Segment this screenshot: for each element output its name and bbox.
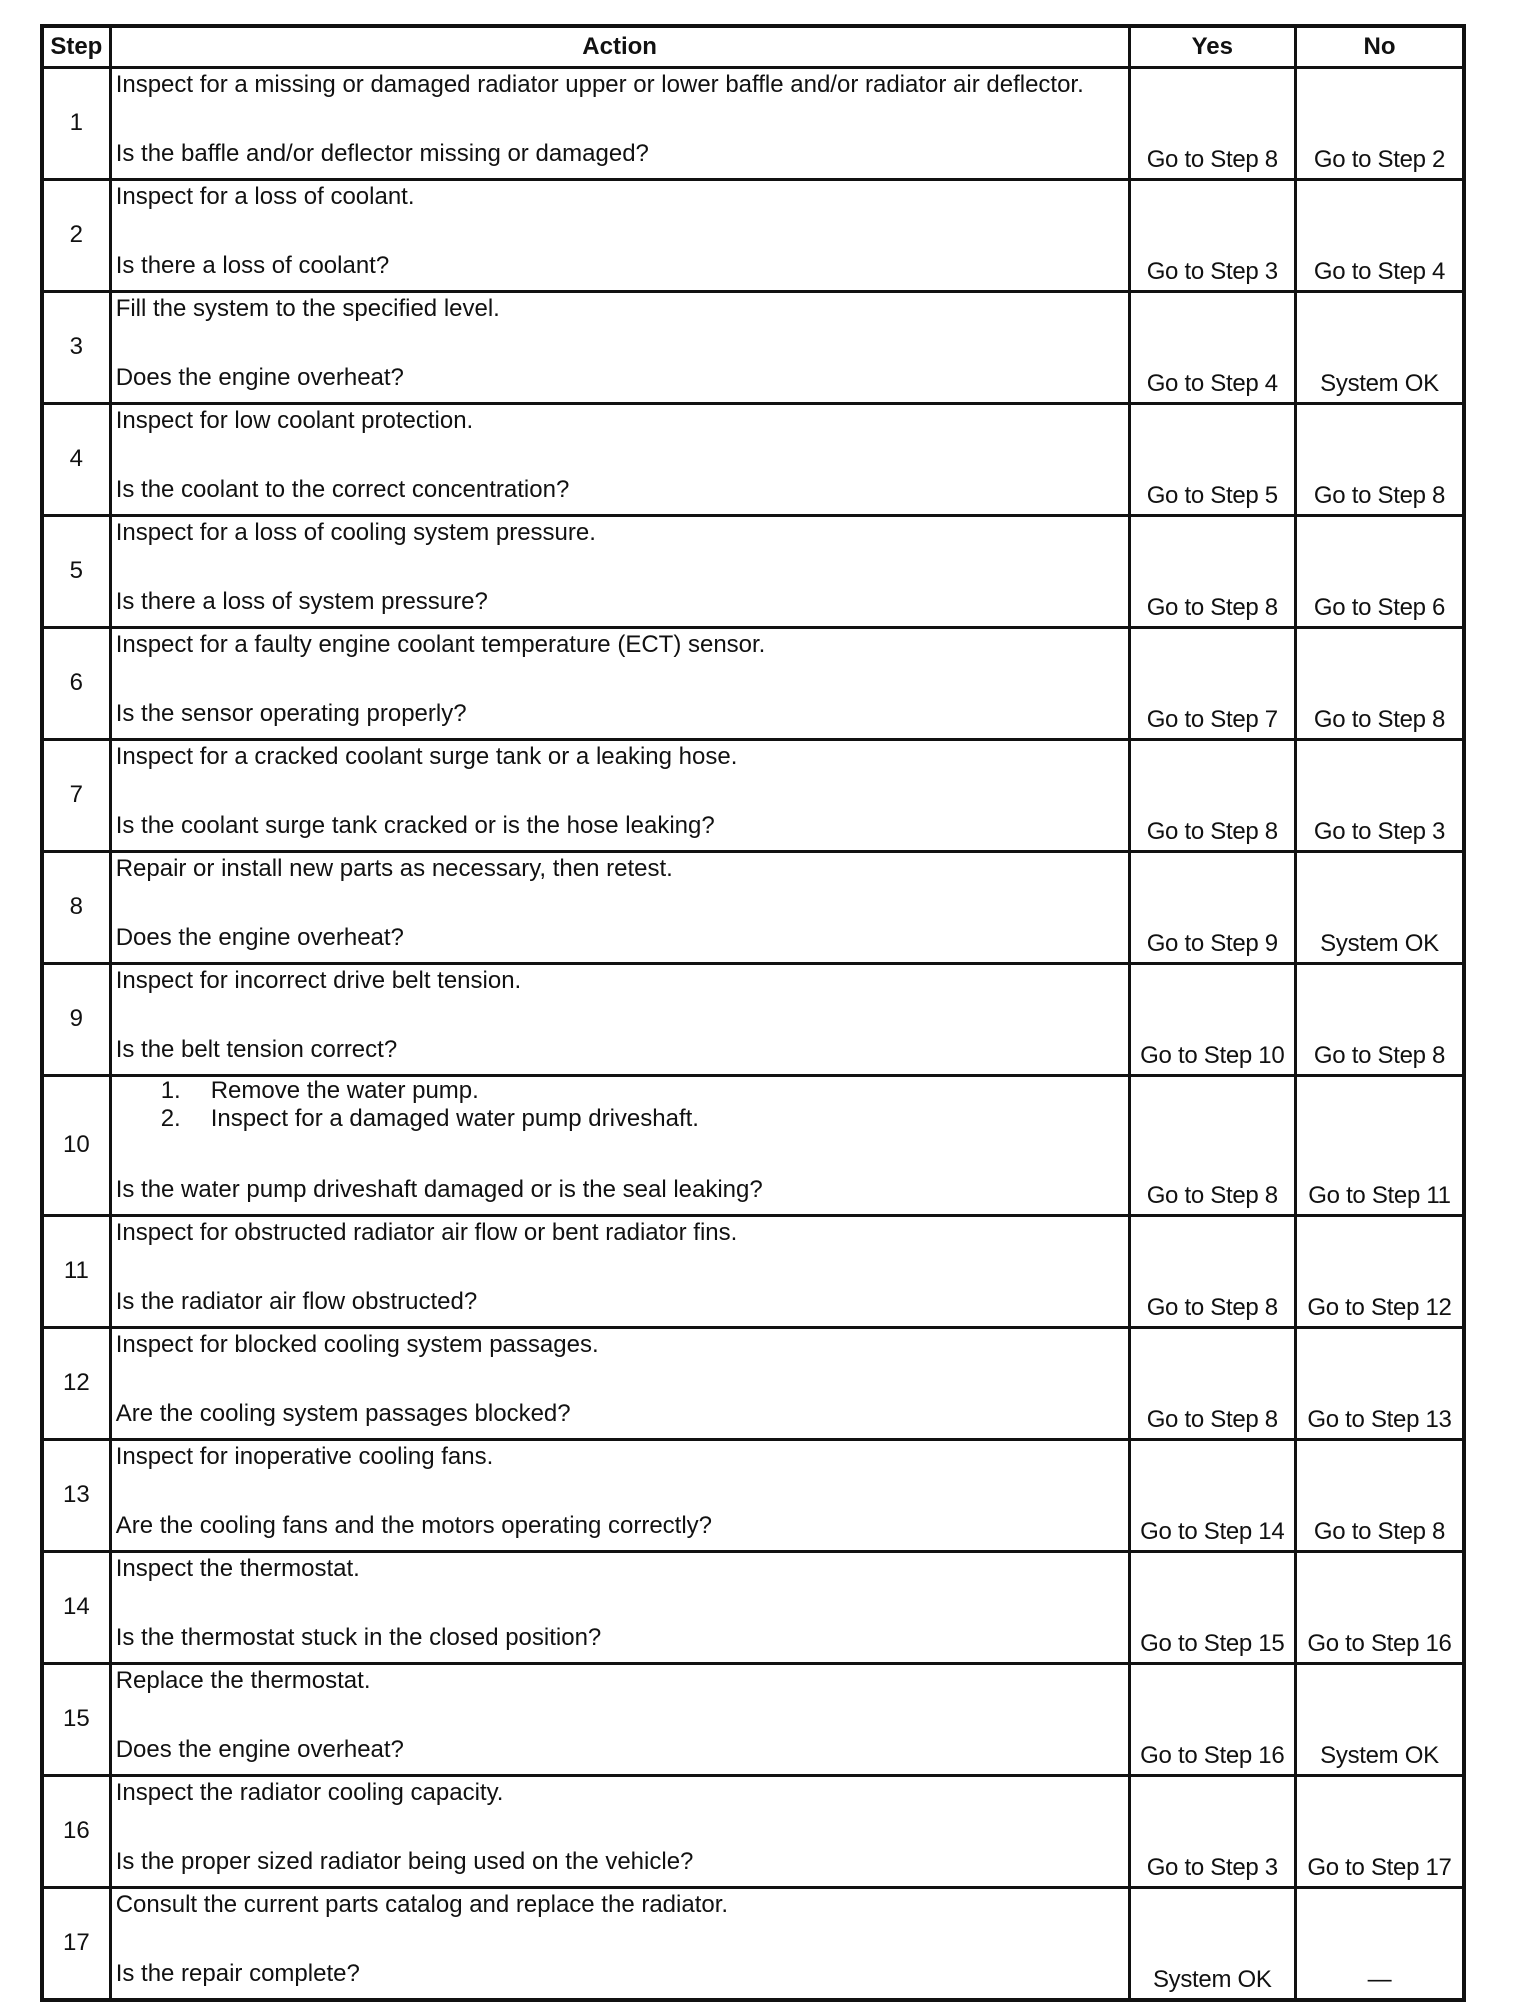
action-instruction: Inspect for blocked cooling system passages. <box>115 1331 599 1358</box>
table-row <box>42 180 1464 292</box>
action-question: Does the engine overheat? <box>115 1736 404 1764</box>
header-action: Action <box>110 26 1129 68</box>
yes-result: Go to Step 16 <box>1129 1664 1295 1776</box>
no-result: Go to Step 6 <box>1296 516 1465 628</box>
table-row <box>42 1552 1464 1664</box>
action-cell <box>110 852 1129 964</box>
yes-result: Go to Step 9 <box>1129 852 1295 964</box>
action-question: Is the thermostat stuck in the closed position? <box>115 1624 602 1652</box>
action-question: Is there a loss of coolant? <box>115 252 390 280</box>
action-question: Is there a loss of system pressure? <box>115 588 488 616</box>
substep-number: 2. <box>160 1104 181 1132</box>
step-number: 16 <box>42 1776 110 1888</box>
yes-result: Go to Step 5 <box>1129 404 1295 516</box>
step-number: 12 <box>42 1328 110 1440</box>
action-cell <box>110 1076 1129 1216</box>
table-row <box>42 1076 1464 1216</box>
yes-result: Go to Step 8 <box>1129 1216 1295 1328</box>
yes-result: Go to Step 15 <box>1129 1552 1295 1664</box>
table-row <box>42 964 1464 1076</box>
action-cell <box>110 1440 1129 1552</box>
action-cell <box>110 292 1129 404</box>
step-number: 6 <box>42 628 110 740</box>
yes-result: Go to Step 8 <box>1129 516 1295 628</box>
step-number: 3 <box>42 292 110 404</box>
table-row <box>42 1440 1464 1552</box>
action-question: Is the coolant to the correct concentration? <box>115 476 570 504</box>
no-result: Go to Step 8 <box>1296 404 1465 516</box>
yes-result: Go to Step 4 <box>1129 292 1295 404</box>
step-number: 14 <box>42 1552 110 1664</box>
table-row <box>42 852 1464 964</box>
substep-item <box>161 1105 1124 1133</box>
no-result: Go to Step 8 <box>1296 964 1465 1076</box>
table-row <box>42 1664 1464 1776</box>
table-body <box>42 68 1464 2001</box>
no-result: Go to Step 8 <box>1296 1440 1465 1552</box>
header-no: No <box>1296 26 1465 68</box>
substep-text: Inspect for a damaged water pump driveshaft. <box>210 1104 699 1132</box>
action-question: Is the proper sized radiator being used on the vehicle? <box>115 1848 694 1876</box>
step-number: 5 <box>42 516 110 628</box>
substep-item <box>161 1077 1124 1105</box>
no-result: Go to Step 11 <box>1296 1076 1465 1216</box>
table-row <box>42 516 1464 628</box>
yes-result: Go to Step 3 <box>1129 1776 1295 1888</box>
action-instruction: Inspect the radiator cooling capacity. <box>115 1779 504 1806</box>
action-cell <box>110 516 1129 628</box>
action-cell <box>110 964 1129 1076</box>
action-cell <box>110 68 1129 180</box>
substep-list <box>116 1077 1124 1132</box>
action-cell <box>110 404 1129 516</box>
action-instruction: Inspect for incorrect drive belt tension. <box>115 967 522 994</box>
no-result: Go to Step 3 <box>1296 740 1465 852</box>
action-question: Is the repair complete? <box>115 1960 360 1988</box>
action-question: Does the engine overheat? <box>115 924 404 952</box>
action-question: Is the baffle and/or deflector missing or damaged? <box>115 140 649 168</box>
table-row <box>42 68 1464 180</box>
table-row <box>42 1328 1464 1440</box>
action-cell <box>110 1888 1129 2001</box>
action-cell <box>110 180 1129 292</box>
table-row <box>42 628 1464 740</box>
yes-result: Go to Step 10 <box>1129 964 1295 1076</box>
table-row <box>42 404 1464 516</box>
no-result: — <box>1296 1888 1465 2001</box>
no-result: System OK <box>1296 1664 1465 1776</box>
yes-result: System OK <box>1129 1888 1295 2001</box>
yes-result: Go to Step 7 <box>1129 628 1295 740</box>
no-result: Go to Step 4 <box>1296 180 1465 292</box>
step-number: 11 <box>42 1216 110 1328</box>
action-instruction: Inspect the thermostat. <box>115 1555 360 1582</box>
table-row <box>42 740 1464 852</box>
no-result: Go to Step 17 <box>1296 1776 1465 1888</box>
action-question: Are the cooling system passages blocked? <box>115 1400 571 1428</box>
action-instruction: Inspect for a loss of cooling system pressure. <box>115 519 596 546</box>
step-number: 10 <box>42 1076 110 1216</box>
action-cell <box>110 1664 1129 1776</box>
yes-result: Go to Step 8 <box>1129 68 1295 180</box>
action-question: Is the belt tension correct? <box>115 1036 398 1064</box>
action-instruction: Inspect for low coolant protection. <box>115 407 474 434</box>
no-result: System OK <box>1296 292 1465 404</box>
action-question: Does the engine overheat? <box>115 364 404 392</box>
step-number: 9 <box>42 964 110 1076</box>
step-number: 2 <box>42 180 110 292</box>
step-number: 7 <box>42 740 110 852</box>
step-number: 17 <box>42 1888 110 2001</box>
no-result: Go to Step 8 <box>1296 628 1465 740</box>
action-cell <box>110 1552 1129 1664</box>
table-row <box>42 292 1464 404</box>
no-result: System OK <box>1296 852 1465 964</box>
step-number: 4 <box>42 404 110 516</box>
action-instruction: Repair or install new parts as necessary, then retest. <box>115 855 673 882</box>
action-question: Is the coolant surge tank cracked or is the hose leaking? <box>115 812 715 840</box>
no-result: Go to Step 12 <box>1296 1216 1465 1328</box>
action-question: Is the radiator air flow obstructed? <box>115 1288 478 1316</box>
no-result: Go to Step 16 <box>1296 1552 1465 1664</box>
action-instruction: Inspect for obstructed radiator air flow or bent radiator fins. <box>115 1219 738 1246</box>
action-question: Is the water pump driveshaft damaged or is the seal leaking? <box>115 1176 763 1204</box>
table-row <box>42 1216 1464 1328</box>
substep-number: 1. <box>160 1077 181 1104</box>
action-cell <box>110 628 1129 740</box>
action-question: Are the cooling fans and the motors operating correctly? <box>115 1512 713 1540</box>
action-instruction: Inspect for a cracked coolant surge tank or a leaking hose. <box>115 743 738 770</box>
header-step: Step <box>42 26 110 68</box>
step-number: 15 <box>42 1664 110 1776</box>
yes-result: Go to Step 8 <box>1129 740 1295 852</box>
action-instruction: Inspect for a loss of coolant. <box>115 183 415 210</box>
action-instruction: Fill the system to the specified level. <box>115 295 500 322</box>
table-row <box>42 1776 1464 1888</box>
action-instruction: Consult the current parts catalog and replace the radiator. <box>115 1891 729 1918</box>
substep-text: Remove the water pump. <box>210 1077 479 1104</box>
yes-result: Go to Step 8 <box>1129 1076 1295 1216</box>
yes-result: Go to Step 14 <box>1129 1440 1295 1552</box>
action-instruction: Inspect for a faulty engine coolant temperature (ECT) sensor. <box>115 631 766 658</box>
diagnostic-table <box>40 24 1466 2002</box>
action-cell <box>110 1216 1129 1328</box>
action-cell <box>110 1328 1129 1440</box>
header-yes: Yes <box>1129 26 1295 68</box>
action-instruction: Replace the thermostat. <box>115 1667 371 1694</box>
action-cell <box>110 1776 1129 1888</box>
step-number: 1 <box>42 68 110 180</box>
no-result: Go to Step 13 <box>1296 1328 1465 1440</box>
no-result: Go to Step 2 <box>1296 68 1465 180</box>
header-row <box>42 26 1464 68</box>
action-instruction: Inspect for a missing or damaged radiator upper or lower baffle and/or radiator air deflector. <box>115 71 1084 98</box>
action-instruction: Inspect for inoperative cooling fans. <box>115 1443 494 1470</box>
table-row <box>42 1888 1464 2001</box>
action-cell <box>110 740 1129 852</box>
step-number: 13 <box>42 1440 110 1552</box>
step-number: 8 <box>42 852 110 964</box>
yes-result: Go to Step 8 <box>1129 1328 1295 1440</box>
yes-result: Go to Step 3 <box>1129 180 1295 292</box>
action-question: Is the sensor operating properly? <box>115 700 467 728</box>
